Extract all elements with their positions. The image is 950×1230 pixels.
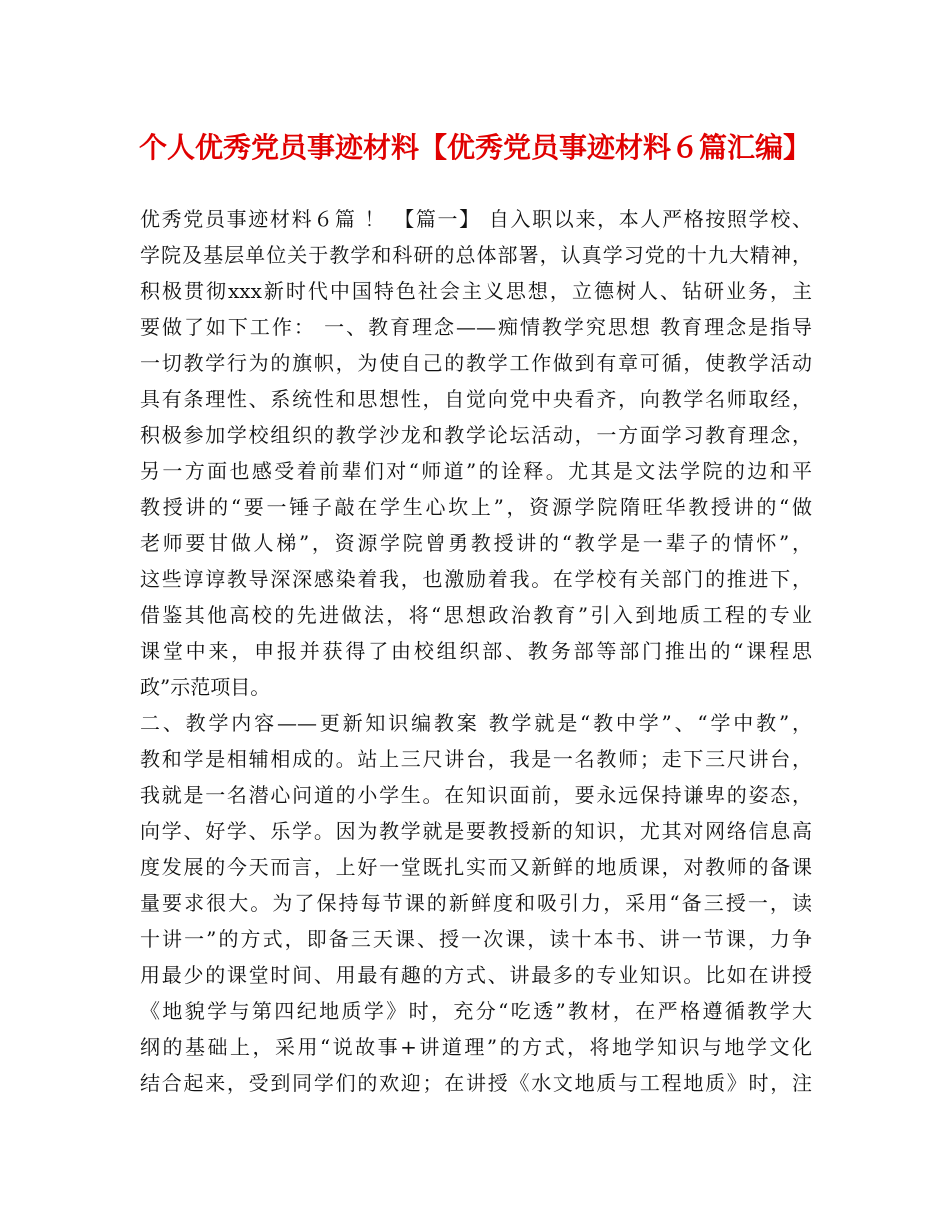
paragraph-line: 具有条理性、系统性和思想性，自觉向党中央看齐，向教学名师取经， <box>140 387 812 411</box>
paragraph-line: 老师要甘做人梯”，资源学院曾勇教授讲的“教学是一辈子的情怀”， <box>140 531 812 555</box>
paragraph-line: 借鉴其他高校的先进做法，将“思想政治教育”引入到地质工程的专业 <box>140 603 812 627</box>
paragraph-line: 二、教学内容——更新知识编教案 教学就是“教中学”、“学中教”， <box>140 711 812 735</box>
paragraph-line: 十讲一”的方式，即备三天课、授一次课，读十本书、讲一节课，力争 <box>140 927 812 951</box>
paragraph-line: 政”示范项目。 <box>140 675 271 699</box>
paragraph-line: 量要求很大。为了保持每节课的新鲜度和吸引力，采用“备三授一，读 <box>140 891 812 915</box>
paragraph-line: 要做了如下工作： 一、教育理念——痴情教学究思想 教育理念是指导 <box>140 315 812 339</box>
paragraph-line: 度发展的今天而言，上好一堂既扎实而又新鲜的地质课，对教师的备课 <box>140 855 812 879</box>
paragraph-line: 积极参加学校组织的教学沙龙和教学论坛活动，一方面学习教育理念， <box>140 423 812 447</box>
paragraph-line: 纲的基础上，采用“说故事+讲道理”的方式，将地学知识与地学文化 <box>140 1035 812 1059</box>
paragraph-line: 教和学是相辅相成的。站上三尺讲台，我是一名教师；走下三尺讲台， <box>140 747 812 771</box>
document-title: 个人优秀党员事迹材料【优秀党员事迹材料６篇汇编】 <box>138 131 811 164</box>
paragraph-line: 课堂中来，申报并获得了由校组织部、教务部等部门推出的“课程思 <box>140 639 812 663</box>
paragraph-line: 这些谆谆教导深深感染着我，也激励着我。在学校有关部门的推进下， <box>140 567 812 591</box>
paragraph-line: 另一方面也感受着前辈们对“师道”的诠释。尤其是文法学院的边和平 <box>140 459 812 483</box>
paragraph-line: 学院及基层单位关于教学和科研的总体部署，认真学习党的十九大精神， <box>140 243 812 267</box>
paragraph-line: 结合起来，受到同学们的欢迎；在讲授《水文地质与工程地质》时，注 <box>140 1071 812 1095</box>
paragraph-line: 积极贯彻xxx新时代中国特色社会主义思想，立德树人、钻研业务，主 <box>140 279 812 303</box>
paragraph-line: 一切教学行为的旗帜，为使自己的教学工作做到有章可循，使教学活动 <box>140 351 812 375</box>
paragraph-line: 优秀党员事迹材料６篇 ！ 【篇一】 自入职以来，本人严格按照学校、 <box>140 207 812 231</box>
paragraph-line: 向学、好学、乐学。因为教学就是要教授新的知识，尤其对网络信息高 <box>140 819 812 843</box>
paragraph-line: 教授讲的“要一锤子敲在学生心坎上”，资源学院隋旺华教授讲的“做 <box>140 495 812 519</box>
paragraph-line: 用最少的课堂时间、用最有趣的方式、讲最多的专业知识。比如在讲授 <box>140 963 812 987</box>
paragraph-line: 我就是一名潜心问道的小学生。在知识面前，要永远保持谦卑的姿态， <box>140 783 812 807</box>
paragraph-line: 《地貌学与第四纪地质学》时，充分“吃透”教材，在严格遵循教学大 <box>140 999 812 1023</box>
